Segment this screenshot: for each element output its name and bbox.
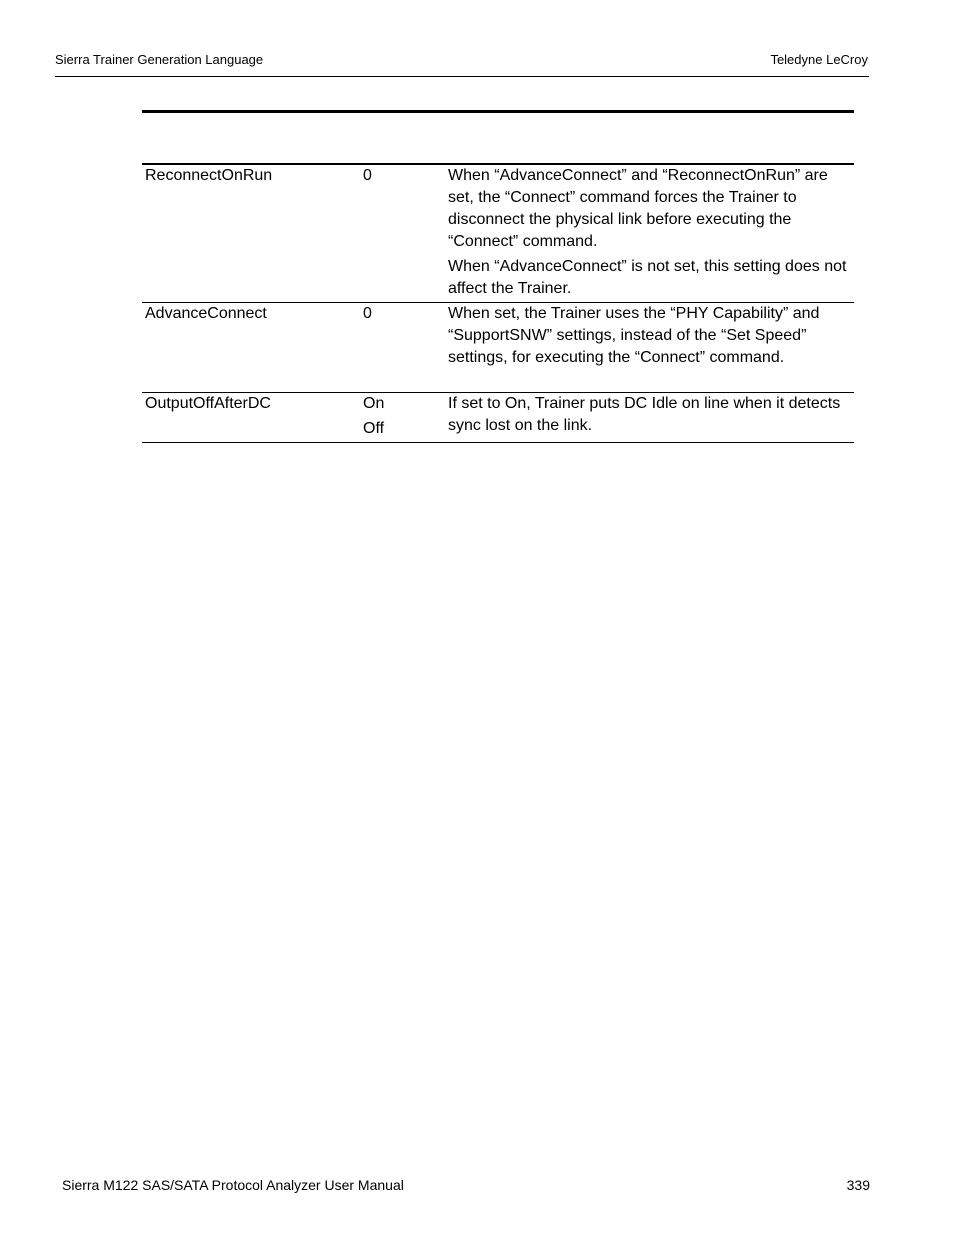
description-paragraph: When “AdvanceConnect” is not set, this setting does not affect the Trainer. [448, 258, 847, 297]
footer-manual-title: Sierra M122 SAS/SATA Protocol Analyzer User Manual [62, 1177, 404, 1193]
setting-value-option: 0 [363, 305, 372, 322]
setting-description [448, 165, 850, 300]
table-row-advanceconnect [142, 303, 854, 393]
setting-description [448, 303, 850, 369]
table-row-reconnectonrun [142, 165, 854, 303]
setting-value [363, 165, 372, 187]
running-header-company: Teledyne LeCroy [770, 52, 868, 67]
setting-value-option: 0 [363, 167, 372, 184]
header-rule [55, 76, 869, 77]
description-paragraph: When set, the Trainer uses the “PHY Capability” and “SupportSNW” settings, instead of the “Set Speed” settings, for executing the “Connect” command. [448, 305, 820, 366]
settings-table [142, 163, 854, 443]
running-header-title: Sierra Trainer Generation Language [55, 52, 264, 67]
page-number: 339 [846, 1177, 870, 1193]
setting-description [448, 393, 850, 437]
setting-value-option: On [363, 395, 385, 412]
setting-value-option: Off [363, 420, 385, 437]
setting-value [363, 393, 384, 440]
description-paragraph: If set to On, Trainer puts DC Idle on line when it detects sync lost on the link. [448, 395, 841, 434]
setting-name: AdvanceConnect [145, 305, 267, 322]
table-top-rule [142, 110, 854, 113]
setting-value [363, 303, 372, 325]
setting-name: OutputOffAfterDC [145, 395, 271, 412]
table-row-outputoffafterdc [142, 393, 854, 443]
setting-name: ReconnectOnRun [145, 167, 273, 184]
description-paragraph: When “AdvanceConnect” and “ReconnectOnRun” are set, the “Connect” command forces the Trainer to disconnect the physical link before executing the “Connect” command. [448, 167, 828, 250]
